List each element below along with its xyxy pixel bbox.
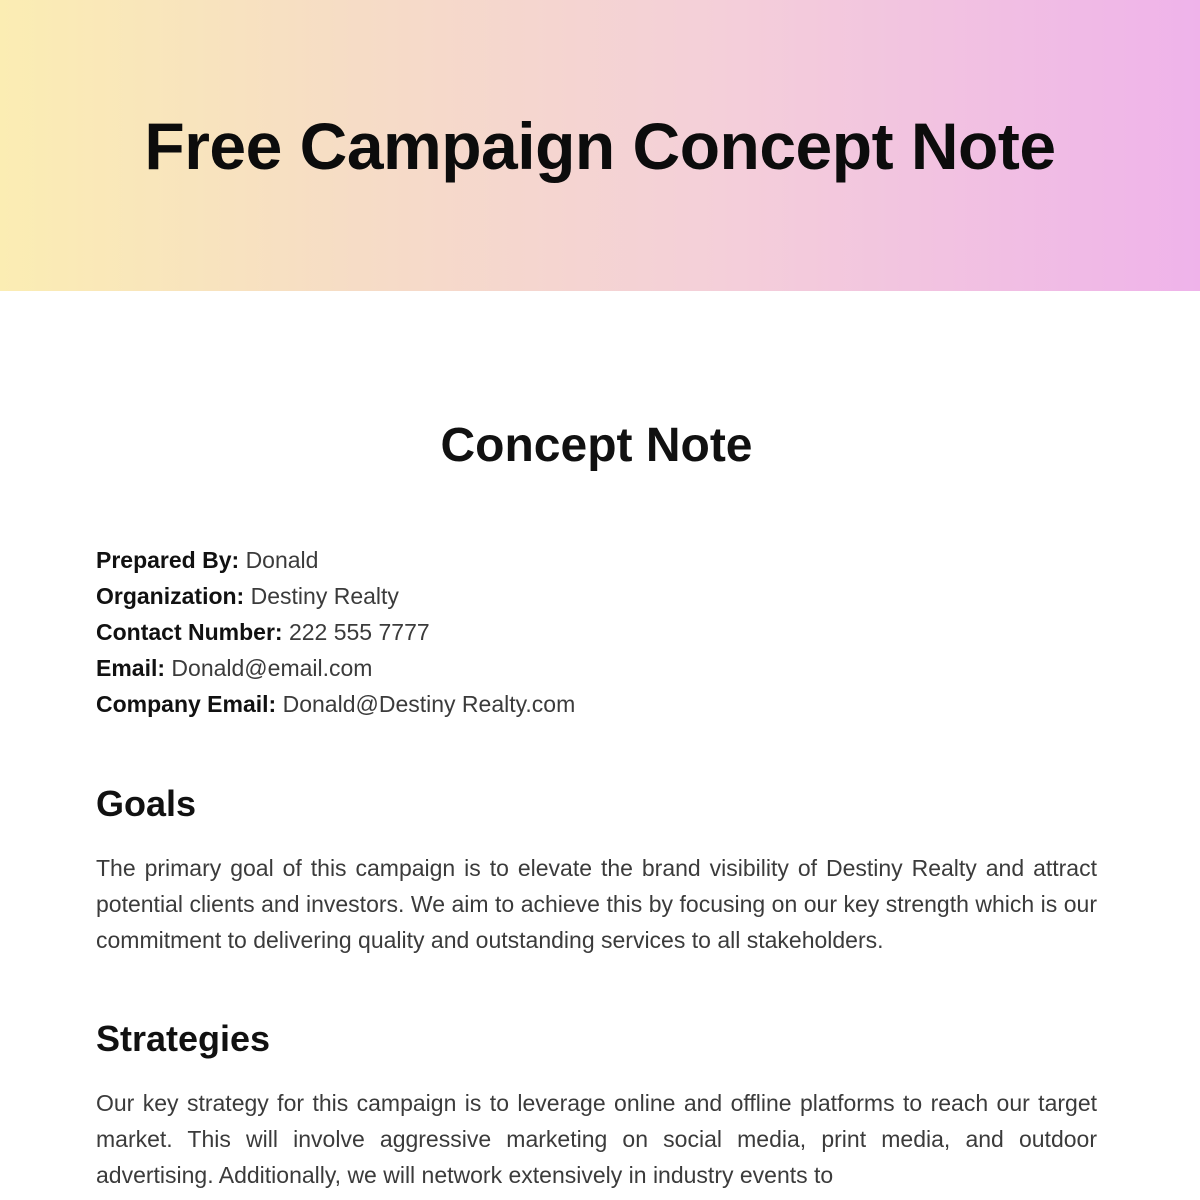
goals-paragraph: The primary goal of this campaign is to elevate the brand visibility of Destiny Realty and attract potential clients and investors. We aim to achieve this by focusing on our key strength which is our commitment to delivering quality and outstanding services to all stakeholders. [96, 855, 1097, 953]
info-label: Prepared By: [96, 547, 240, 573]
info-label: Company Email: [96, 691, 277, 717]
banner-title: Free Campaign Concept Note [144, 108, 1056, 183]
info-label: Email: [96, 655, 166, 681]
info-value: Donald@email.com [171, 655, 373, 681]
info-value: Donald [245, 547, 319, 573]
document-body [96, 291, 1097, 1193]
strategies-heading: Strategies [96, 1018, 271, 1059]
strategies-paragraph: Our key strategy for this campaign is to leverage online and offline platforms to reach our target market. This will involve aggressive marketing on social media, print media, and outdoor advertising. Additionally, we will network extensively in industry events to [96, 1090, 1097, 1188]
header-banner [0, 0, 1200, 291]
info-row-email [96, 650, 1097, 686]
document-title: Concept Note [440, 419, 753, 472]
contact-info [96, 542, 1097, 722]
info-row-prepared-by [96, 542, 1097, 578]
info-value: 222 555 7777 [288, 619, 430, 645]
goals-heading: Goals [96, 783, 197, 824]
info-row-organization [96, 578, 1097, 614]
info-value: Destiny Realty [250, 583, 399, 609]
info-value: Donald@Destiny Realty.com [282, 691, 576, 717]
info-row-company-email [96, 686, 1097, 722]
info-label: Contact Number: [96, 619, 283, 645]
info-row-contact-number [96, 614, 1097, 650]
info-label: Organization: [96, 583, 245, 609]
